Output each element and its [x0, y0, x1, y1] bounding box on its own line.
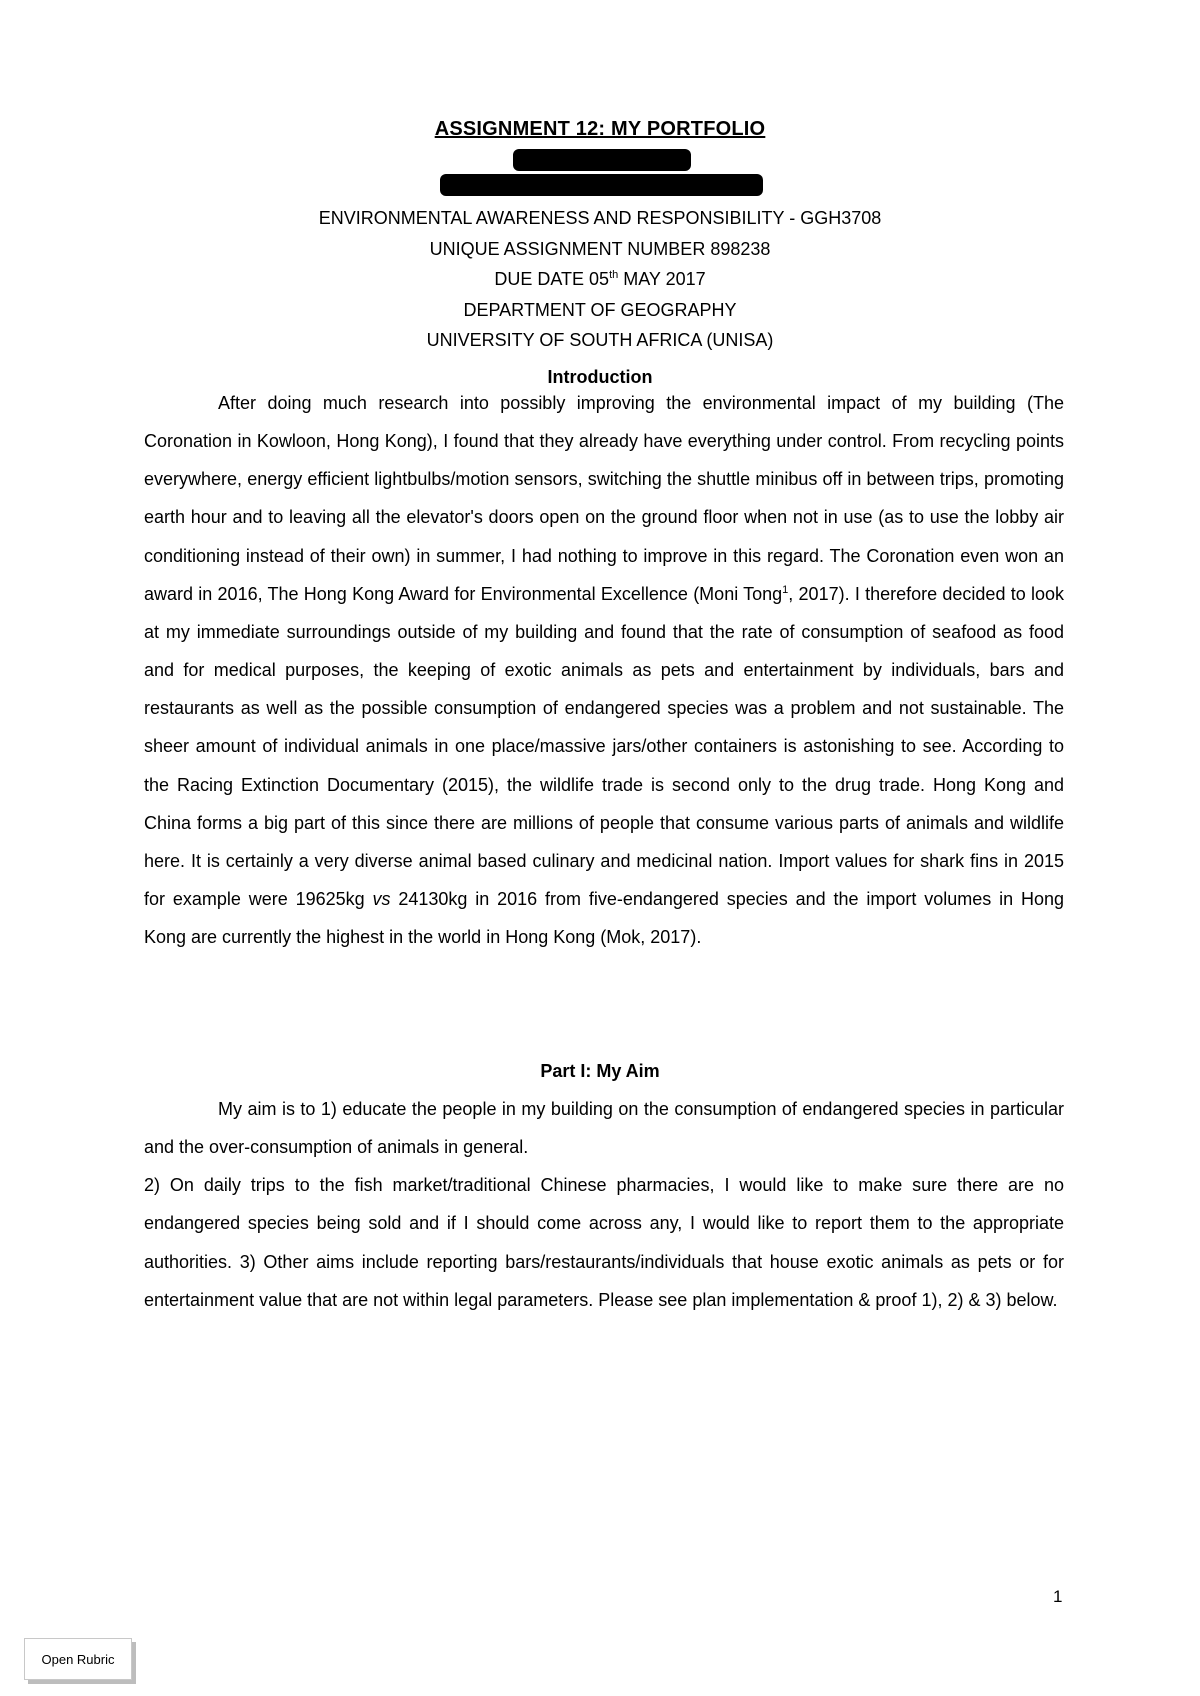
- introduction-heading: Introduction: [547, 367, 653, 387]
- document-header: [0, 203, 1200, 356]
- due-date-prefix: DUE DATE 05: [494, 269, 610, 289]
- department-line: DEPARTMENT OF GEOGRAPHY: [463, 299, 737, 320]
- part1-heading: Part I: My Aim: [540, 1061, 660, 1081]
- document-title: ASSIGNMENT 12: MY PORTFOLIO: [434, 118, 766, 140]
- assignment-number-line: UNIQUE ASSIGNMENT NUMBER 898238: [429, 238, 771, 259]
- university-line: UNIVERSITY OF SOUTH AFRICA (UNISA): [426, 330, 774, 350]
- footnote-marker: 1: [782, 583, 789, 596]
- course-line: ENVIRONMENTAL AWARENESS AND RESPONSIBILITY - GGH3708: [318, 208, 882, 228]
- introduction-text-c: 24130kg in 2016 from five-endangered species and the import volumes in Hong Kong are currently the highest in the world in Hong Kong (Mok, 2017).: [144, 889, 1064, 948]
- due-date-superscript: th: [609, 269, 619, 281]
- introduction-paragraph: [144, 384, 1064, 956]
- due-date-suffix: MAY 2017: [618, 269, 706, 289]
- redacted-student-number-bar: [440, 174, 763, 196]
- part1-body: [144, 1090, 1064, 1319]
- due-date-line: [0, 264, 1200, 295]
- part1-paragraph-2: 2) On daily trips to the fish market/traditional Chinese pharmacies, I would like to make sure there are no endangered species being sold and if I should come across any, I would like to report them to the appropriate authorities. 3) Other aims include reporting bars/restaurants/individuals that house exotic animals as pets or for entertainment value that are not within legal parameters. Please see plan implementation & proof 1), 2) & 3) below.: [144, 1175, 1064, 1310]
- introduction-text-a: After doing much research into possibly improving the environmental impact of my building (The Coronation in Kowloon, Hong Kong), I found that they already have everything under control. From recycling points everywhere, energy efficient lightbulbs/motion sensors, switching the shuttle minibus off in between trips, promoting earth hour and to leaving all the elevator's doors open on the ground floor when not in use (as to use the lobby air conditioning instead of their own) in summer, I had nothing to improve in this regard. The Coronation even won an award in 2016, The Hong Kong Award for Environmental Excellence (Moni Tong: [144, 393, 1064, 604]
- redacted-name-bar: [513, 149, 691, 171]
- open-rubric-button[interactable]: Open Rubric: [24, 1638, 132, 1680]
- introduction-text-vs: vs: [372, 889, 391, 910]
- introduction-body: [144, 384, 1064, 956]
- page-number: 1: [1053, 1587, 1063, 1606]
- part1-paragraph-1: My aim is to 1) educate the people in my building on the consumption of endangered species in particular and the over-consumption of animals in general.: [144, 1099, 1064, 1158]
- introduction-text-b: , 2017). I therefore decided to look at my immediate surroundings outside of my building and found that the rate of consumption of seafood as food and for medical purposes, the keeping of exotic animals as pets and entertainment by individuals, bars and restaurants as well as the possible consumption of endangered species was a problem and not sustainable. The sheer amount of individual animals in one place/massive jars/other containers is astonishing to see. According to the Racing Extinction Documentary (2015), the wildlife trade is second only to the drug trade. Hong Kong and China forms a big part of this since there are millions of people that consume various parts of animals and wildlife here. It is certainly a very diverse animal based culinary and medicinal nation. Import values for shark fins in 2015 for example were 19625kg: [144, 583, 1064, 910]
